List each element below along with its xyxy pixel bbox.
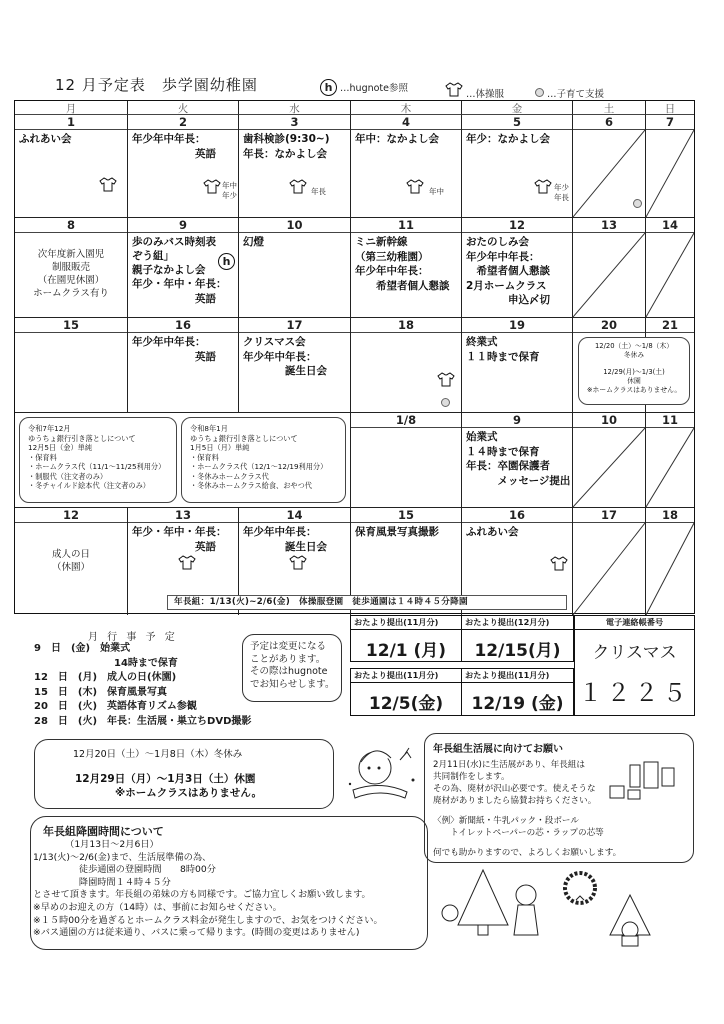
diagonal-line <box>646 233 694 317</box>
diagonal-line <box>573 428 645 507</box>
event-text: 年少年中年長： 誕生日会 <box>243 526 327 553</box>
day-number: 13 <box>573 218 645 233</box>
request-closing: 何でも助かりますので、よろしくお願いします。 <box>433 848 622 858</box>
cell-dec-17 <box>239 318 351 413</box>
gym-shirt-icon <box>406 179 424 194</box>
request-title: 年長組生活展に向けてお願い <box>433 744 563 755</box>
otayori-header: おたより提出(12月分) <box>462 616 573 630</box>
legend-shirt-wrap <box>445 82 504 100</box>
day-number: 17 <box>239 318 350 333</box>
gym-shirt-icon <box>550 556 568 571</box>
event-text: ミニ新幹線 （第三幼稚園） 年少年中年長： 希望者個人懇談 <box>355 236 450 292</box>
day-number: 1/8 <box>351 413 461 428</box>
diagonal-line <box>573 523 645 615</box>
cell-dec-7 <box>646 115 694 218</box>
cell-dec-16 <box>128 318 239 413</box>
event-text: 年少・年中・年長： 英語 <box>132 278 227 305</box>
dismissal-body: （1月13日～2月6日） 1/13(火)～2/6(金)まで、生活展準備の為、 徒歩通園の登園時間 8時00分 降園時間１４時４５分 とさせて頂きます。年長組の弟妹の方も同様です。ご協力宜しくお願い致します。 ※早めのお迎えの方（14時）は、事前にお知らせください。 ※１５時00分を過ぎるとホームクラス料金が発生しますので、お気をつけください。 ※バス通園の方は従来通り、バスに乗って帰ります。(時間の変更はありません) <box>33 839 383 939</box>
cell-jan-17 <box>573 508 646 615</box>
day-number: 9 <box>128 218 238 233</box>
cell-dec-3 <box>239 115 351 218</box>
password-box <box>574 615 695 716</box>
cell-dec-14 <box>646 218 694 318</box>
legend-gym-clothes: …体操服 <box>466 89 505 100</box>
otayori-header: おたより提出(11月分) <box>462 669 573 683</box>
cell-dec-6 <box>573 115 646 218</box>
event-text: 親子なかよし会 <box>132 264 206 276</box>
otayori-cell-3 <box>350 668 462 716</box>
wreath-illustration <box>560 868 600 908</box>
event-text: 年少・年中・年長： 英語 <box>132 526 227 553</box>
bank-note-december: 令和7年12月 ゆうちょ銀行引き落としについて 12月5日（金）単純 ・保育料 ・ホームクラス代（11/1～11/25利用分） ・制服代（注文者のみ） ・冬チャイルド絵本代（注文者のみ） <box>19 417 177 503</box>
winter-line-2: 12月29日（月）～1月3日（土）休園 <box>75 773 256 785</box>
day-number: 7 <box>646 115 694 130</box>
request-examples: 〈例〉新聞紙・牛乳パック・段ボール トイレットペーパーの芯・ラップの芯等 <box>433 816 604 838</box>
parenting-support-icon <box>441 398 450 407</box>
day-number: 17 <box>573 508 645 523</box>
otayori-header: おたより提出(11月分) <box>351 616 461 630</box>
event-text: 年中：なかよし会 <box>355 133 439 145</box>
day-number: 14 <box>646 218 694 233</box>
day-number: 21 <box>646 318 694 333</box>
winter-line-1: 12月20日（土）～1月8日（木）冬休み <box>73 749 243 760</box>
day-number: 13 <box>128 508 238 523</box>
page-title: 12 月予定表 歩学園幼稚園 <box>55 76 258 94</box>
diagonal-line <box>573 233 645 317</box>
legend <box>320 79 408 96</box>
otayori-date: 12/15(月) <box>474 641 561 661</box>
event-text: ふれあい会 <box>466 526 519 538</box>
winter-break-box <box>34 739 334 809</box>
gym-shirt-icon <box>437 372 455 387</box>
otayori-date: 12/19 (金) <box>471 694 564 714</box>
day-number: 18 <box>646 508 694 523</box>
day-number: 18 <box>351 318 461 333</box>
event-text: ふれあい会 <box>19 133 72 145</box>
parenting-support-icon <box>535 88 544 97</box>
gym-shirt-icon <box>178 555 196 570</box>
bank-note-january: 令和8年1月 ゆうちょ銀行引き落としについて 1月5日（月）単純 ・保育料 ・ホームクラス代（12/1～12/19利用分） ・冬休みホームクラス代 ・冬休みホームクラス給食、おやつ代 <box>181 417 346 503</box>
parenting-support-icon <box>633 199 642 208</box>
calendar <box>14 100 695 614</box>
weekday-mon: 月 <box>65 103 77 115</box>
gym-shirt-icon <box>289 555 307 570</box>
day-number: 11 <box>351 218 461 233</box>
christmas-tree-illustration <box>438 865 548 945</box>
diagonal-line <box>646 523 694 615</box>
diagonal-line <box>646 130 694 217</box>
day-number: 16 <box>128 318 238 333</box>
cell-dec-9 <box>128 218 239 318</box>
event-text: 終業式 １１時まで保育 <box>466 336 540 363</box>
diagonal-line <box>646 428 694 507</box>
cell-jan-8 <box>351 413 462 508</box>
day-number: 10 <box>239 218 350 233</box>
legend-parenting-support: …子育て支援 <box>547 89 605 100</box>
event-text: 始業式 １４時まで保育 年長：卒園保護者 メッセージ提出 <box>466 431 571 487</box>
cell-dec-13 <box>573 218 646 318</box>
grade-label: 年長 <box>311 187 326 196</box>
gym-shirt-icon <box>99 177 117 192</box>
event-text: 年少年中年長： 英語 <box>132 133 216 160</box>
event-text: 幻燈 <box>243 236 264 248</box>
day-number: 19 <box>462 318 572 333</box>
cell-dec-18 <box>351 318 462 413</box>
request-body: 2月11日(水)に生活展があり、年長組は 共同制作をします。 その為、廃材が沢山必要です。使えそうな 廃材がありましたら協賛お持ちください。 <box>433 760 597 806</box>
cell-jan-18 <box>646 508 694 615</box>
day-number: 16 <box>462 508 572 523</box>
cell-dec-10 <box>239 218 351 318</box>
password-number: １２２５ <box>578 679 691 707</box>
cell-dec-19 <box>462 318 573 413</box>
day-number: 20 <box>573 318 645 333</box>
day-number: 5 <box>462 115 572 130</box>
hugnote-icon: h <box>218 253 235 270</box>
password-header: 電子連絡帳番号 <box>575 616 694 630</box>
otayori-header: おたより提出(11月分) <box>351 669 461 683</box>
day-number: 12 <box>15 508 127 523</box>
gym-shirt-icon <box>445 82 463 97</box>
grade-label: 年中 年少 <box>222 181 237 200</box>
weekday-thu: 木 <box>400 103 412 115</box>
cell-jan-11 <box>646 413 694 508</box>
day-number: 15 <box>15 318 127 333</box>
day-number: 12 <box>462 218 572 233</box>
event-text: 歩のみバス時刻表 <box>132 236 216 248</box>
otayori-date: 12/5(金) <box>368 694 444 714</box>
day-number: 6 <box>573 115 645 130</box>
cell-jan-10 <box>573 413 646 508</box>
gym-shirt-icon <box>534 179 552 194</box>
event-text: 年少：なかよし会 <box>466 133 550 145</box>
event-text: 保育風景写真撮影 <box>355 526 439 538</box>
weekday-tue: 火 <box>177 103 189 115</box>
otayori-date: 12/1 (月) <box>365 641 447 661</box>
otayori-cell-1 <box>350 615 462 662</box>
plan-list: 9 日 (金) 始業式 14時まで保育 12 日 (月) 成人の日(休園) 15 日 (木) 保育風景写真 20 日 (火) 英語体育リズム参観 28 日 (火) 年長：生活展・巣立ちDVD撮影 <box>34 643 252 727</box>
cell-dec-5 <box>462 115 573 218</box>
day-number: 2 <box>128 115 238 130</box>
day-number: 11 <box>646 413 694 428</box>
grade-label: 年少 年長 <box>554 183 569 202</box>
winter-line-3: ※ホームクラスはありません。 <box>115 787 263 799</box>
legend-hugnote: …hugnote参照 <box>340 83 409 94</box>
hugnote-icon: h <box>320 79 337 96</box>
cell-dec-15 <box>15 318 128 413</box>
day-number: 15 <box>351 508 461 523</box>
cell-jan-12 <box>15 508 128 615</box>
change-note: 予定は変更になる ことがあります。 その際はhugnote でお知らせします。 <box>242 634 342 702</box>
day-number: 8 <box>15 218 127 233</box>
dismissal-box <box>30 816 428 950</box>
event-text: クリスマス会 年少年中年長： 誕生日会 <box>243 336 327 377</box>
cell-dec-1 <box>15 115 128 218</box>
day-number: 10 <box>573 413 645 428</box>
cell-dec-11 <box>351 218 462 318</box>
cell-dec-2 <box>128 115 239 218</box>
winter-break-note: 12/20（土）～1/8（木） 冬休み 12/29(月)～1/3(土) 休園 ※ホームクラスはありません。 <box>578 337 690 405</box>
recycling-items-illustration <box>600 760 690 800</box>
santa-illustration <box>345 740 420 810</box>
otayori-cell-4 <box>461 668 574 716</box>
day-number: 9 <box>462 413 572 428</box>
dismissal-title: 年長組降園時間について <box>43 825 164 838</box>
day-number: 4 <box>351 115 461 130</box>
event-text: 次年度新入園児 制服販売 （在園児休園） ホームクラス有り <box>33 249 109 299</box>
weekday-wed: 水 <box>289 103 300 115</box>
event-text: ぞう組」 <box>132 250 174 262</box>
gym-shirt-icon <box>289 179 307 194</box>
grade-label: 年中 <box>429 187 444 196</box>
snowman-tree-illustration <box>600 890 660 950</box>
event-text: 成人の日 （休園） <box>51 549 90 573</box>
cell-jan-9 <box>462 413 573 508</box>
weekday-fri: 金 <box>511 103 523 115</box>
legend-face-wrap <box>535 86 604 100</box>
day-number: 3 <box>239 115 350 130</box>
event-text: 歯科検診(9:30~) 年長：なかよし会 <box>243 133 330 160</box>
cell-dec-12 <box>462 218 573 318</box>
event-text: おたのしみ会 年少年中年長： 希望者個人懇談 2月ホームクラス 申込〆切 <box>466 236 550 306</box>
gym-uniform-strip: 年長組：1/13(火)~2/6(金) 体操服登園 徒歩通園は１４時４５分降園 <box>167 595 567 610</box>
cell-dec-4 <box>351 115 462 218</box>
weekday-sat: 土 <box>603 103 615 115</box>
day-number: 1 <box>15 115 127 130</box>
gym-shirt-icon <box>203 179 221 194</box>
event-text: 年少年中年長： 英語 <box>132 336 216 363</box>
password-word: クリスマス <box>592 643 677 663</box>
plan-title: 月 行 事 予 定 <box>88 632 178 643</box>
cell-dec-8 <box>15 218 128 318</box>
otayori-cell-2 <box>461 615 574 662</box>
weekday-sun: 日 <box>664 103 676 115</box>
day-number: 14 <box>239 508 350 523</box>
